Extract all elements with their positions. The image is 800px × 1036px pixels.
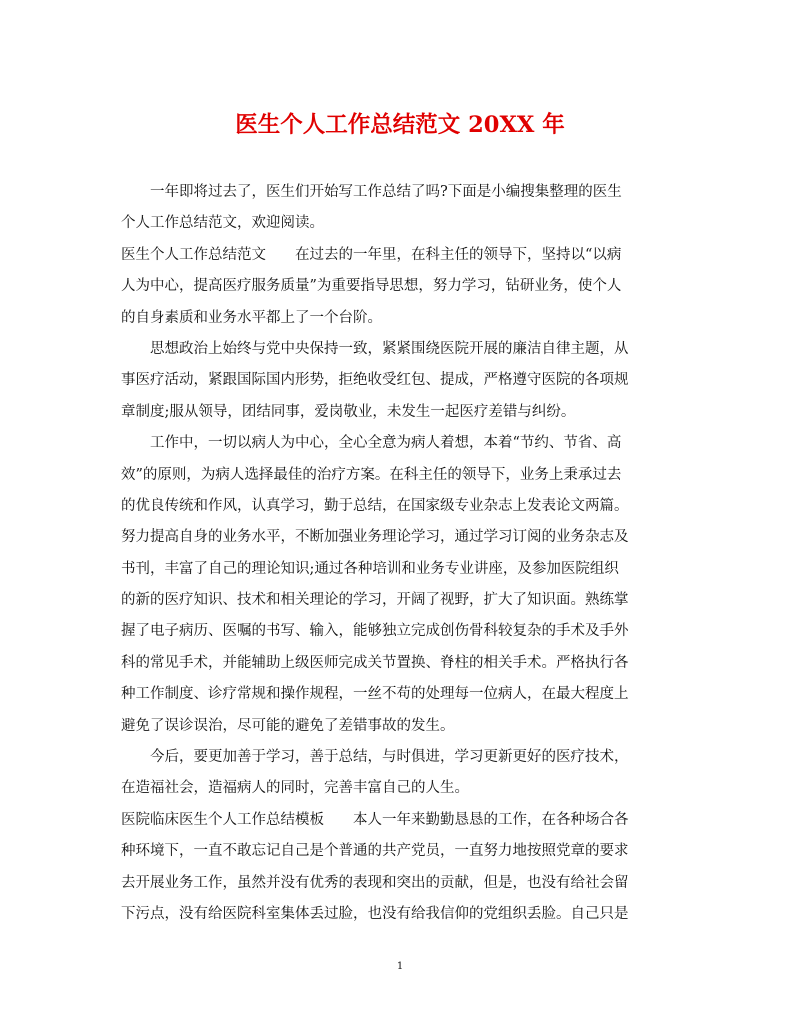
body-line: 努力提高自身的业务水平，不断加强业务理论学习，通过学习订阅的业务杂志及: [121, 529, 629, 546]
body-line: 去开展业务工作，虽然并没有优秀的表现和突出的贡献，但是，也没有给社会留: [121, 874, 629, 891]
body-line: 工作中，一切以病人为中心，全心全意为病人着想，本着“节约、节省、高: [150, 435, 622, 452]
body-line: 效”的原则，为病人选择最佳的治疗方案。在科主任的领导下，业务上秉承过去: [121, 466, 622, 483]
body-line: 种环境下，一直不敢忘记自己是个普通的共产党员，一直努力地按照党章的要求: [121, 843, 629, 860]
body-line: 握了电子病历、医嘱的书写、输入，能够独立完成创伤骨科较复杂的手术及手外: [121, 623, 629, 640]
body-line: 思想政治上始终与党中央保持一致，紧紧围绕医院开展的廉洁自律主题，从: [150, 340, 629, 357]
body-line: 人为中心，提高医疗服务质量”为重要指导思想，努力学习，钻研业务，使个人: [121, 278, 622, 295]
body-line: 书刊，丰富了自己的理论知识;通过各种培训和业务专业讲座，及参加医院组织: [121, 560, 619, 577]
document-title: 医生个人工作总结范文 20XX 年: [235, 112, 565, 138]
body-line: 科的常见手术，并能辅助上级医师完成关节置换、脊柱的相关手术。严格执行各: [121, 654, 629, 671]
body-line: 下污点，没有给医院科室集体丢过脸，也没有给我信仰的党组织丢脸。自己只是: [121, 905, 629, 922]
body-line: 的新的医疗知识、技术和相关理论的学习，开阔了视野，扩大了知识面。熟练掌: [121, 592, 629, 609]
body-line: 避免了误诊误治，尽可能的避免了差错事故的发生。: [121, 717, 455, 734]
body-line: 事医疗活动，紧跟国际国内形势，拒绝收受红包、提成，严格遵守医院的各项规: [121, 372, 629, 389]
page-number: 1: [396, 961, 404, 972]
body-line: 在造福社会，造福病人的同时，完善丰富自己的人生。: [121, 780, 469, 797]
body-line: 医生个人工作总结范文 在过去的一年里，在科主任的领导下，坚持以“以病: [121, 246, 622, 263]
body-line: 的优良传统和作风，认真学习，勤于总结，在国家级专业杂志上发表论文两篇。: [121, 497, 629, 514]
body-line: 章制度;服从领导，团结同事，爱岗敬业，未发生一起医疗差错与纠纷。: [121, 403, 576, 420]
body-line: 医院临床医生个人工作总结模板 本人一年来勤勤恳恳的工作，在各种场合各: [121, 811, 629, 828]
document-body: [121, 177, 681, 930]
body-line: 一年即将过去了，医生们开始写工作总结了吗?下面是小编搜集整理的医生: [150, 184, 622, 200]
body-line: 个人工作总结范文，欢迎阅读。: [121, 215, 324, 232]
body-line: 种工作制度、诊疗常规和操作规程，一丝不苟的处理每一位病人，在最大程度上: [121, 686, 629, 703]
body-line: 今后，要更加善于学习，善于总结，与时俱进，学习更新更好的医疗技术，: [150, 749, 629, 766]
body-line: 的自身素质和业务水平都上了一个台阶。: [121, 309, 382, 326]
